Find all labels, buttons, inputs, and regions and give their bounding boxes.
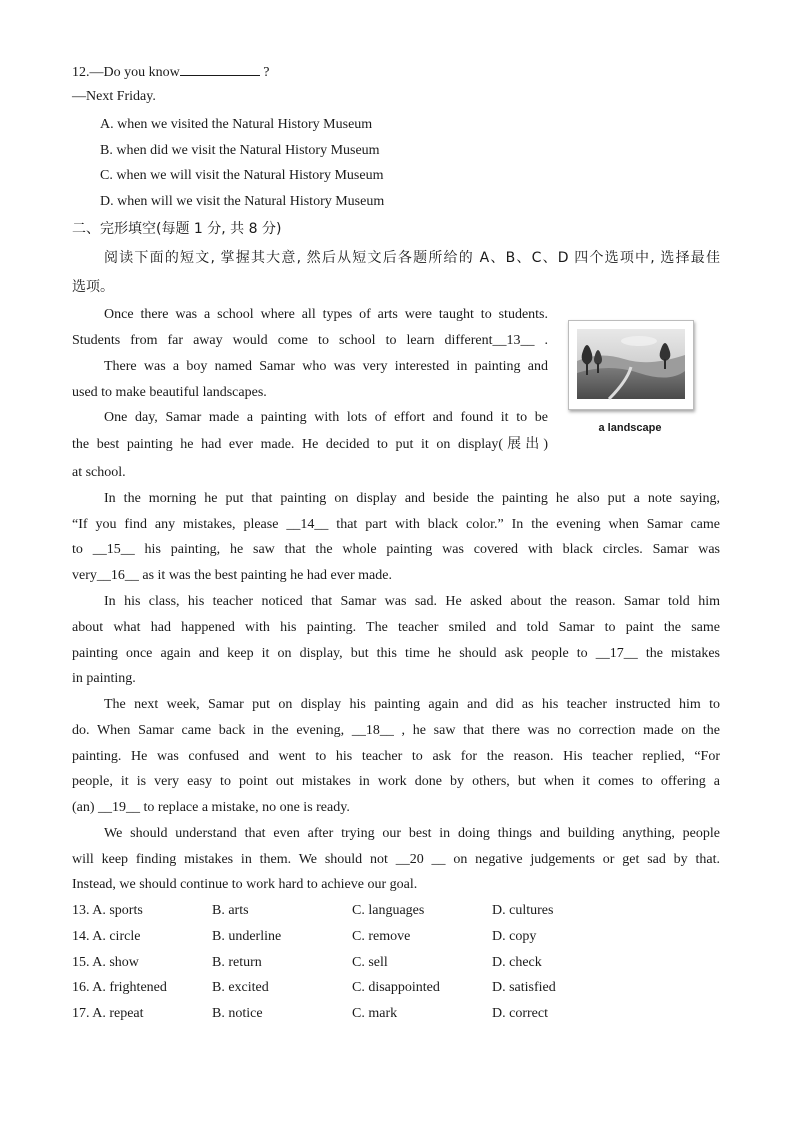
passage-p2-line1: There was a boy named Samar who was very interested in painting and bbox=[104, 359, 548, 374]
choice-16-a: 16. A. frightened bbox=[72, 980, 167, 995]
passage-p4-line3: to __15__ his painting, he saw that the whole painting was covered with black circles. Samar was bbox=[72, 542, 720, 557]
choice-13-b: B. arts bbox=[212, 903, 249, 918]
choice-13-d: D. cultures bbox=[492, 903, 554, 918]
choice-17-d: D. correct bbox=[492, 1006, 548, 1021]
choice-15-c: C. sell bbox=[352, 955, 388, 970]
choice-14-b: B. underline bbox=[212, 929, 282, 944]
choice-14-d: D. copy bbox=[492, 929, 537, 944]
choice-15-d: D. check bbox=[492, 955, 542, 970]
passage-p4-line1: In the morning he put that painting on display and beside the painting he also put a note saying, bbox=[104, 491, 720, 506]
passage-p5-line1: In his class, his teacher noticed that Samar was sad. He asked about the reason. Samar told him bbox=[104, 594, 720, 609]
passage-p3-line3: at school. bbox=[72, 465, 126, 480]
landscape-image bbox=[568, 320, 694, 410]
passage-p6-line5: (an) __19__ to replace a mistake, no one is ready. bbox=[72, 800, 350, 815]
q12-stem bbox=[72, 61, 269, 82]
choice-14-a: 14. A. circle bbox=[72, 929, 141, 944]
choice-15-a: 15. A. show bbox=[72, 955, 139, 970]
passage-p1-line2: Students from far away would come to school to learn different__13__ . bbox=[72, 333, 548, 348]
passage-p7-line2: will keep finding mistakes in them. We should not __20 __ on negative judgements or get sad by that. bbox=[72, 852, 720, 867]
landscape-painting-icon bbox=[569, 321, 693, 409]
choice-15-b: B. return bbox=[212, 955, 262, 970]
passage-p2-line2: used to make beautiful landscapes. bbox=[72, 385, 267, 400]
figure-caption: a landscape bbox=[598, 422, 662, 434]
passage-p3-line2: the best painting he had ever made. He decided to put it on display(展出) bbox=[72, 437, 548, 452]
choice-13-c: C. languages bbox=[352, 903, 425, 918]
passage-p4-line4: very__16__ as it was the best painting he had ever made. bbox=[72, 568, 392, 583]
passage-p6-line1: The next week, Samar put on display his painting again and did as his teacher instructed him to bbox=[104, 697, 720, 712]
passage-p5-line3: painting once again and keep it on display, but this time he should ask people to __17__ the mistakes bbox=[72, 646, 720, 661]
section2-heading: 二、完形填空(每题 1 分, 共 8 分) bbox=[72, 221, 282, 237]
passage-p7-line1: We should understand that even after trying our best in doing things and building anything, people bbox=[104, 826, 720, 841]
passage-p6-line4: people, it is very easy to point out mistakes in work done by others, but when it comes to offering a bbox=[72, 774, 720, 789]
section2-instruction-line1: 阅读下面的短文, 掌握其大意, 然后从短文后各题所给的 A、B、C、D 四个选项中, 选择最佳 bbox=[104, 250, 720, 266]
q12-answer: —Next Friday. bbox=[72, 89, 156, 104]
passage-p5-line2: about what had happened with his painting. The teacher smiled and told Samar to paint the same bbox=[72, 620, 720, 635]
q12-answer-blank bbox=[180, 61, 260, 76]
passage-p3-line1: One day, Samar made a painting with lots of effort and found it to be bbox=[104, 410, 548, 425]
q12-option-a: A. when we visited the Natural History Museum bbox=[100, 117, 373, 132]
choice-16-c: C. disappointed bbox=[352, 980, 440, 995]
q12-stem-end: ? bbox=[259, 65, 270, 80]
passage-p7-line3: Instead, we should continue to work hard to achieve our goal. bbox=[72, 877, 418, 892]
passage-p1-line1: Once there was a school where all types of arts were taught to students. bbox=[104, 307, 548, 322]
choice-17-c: C. mark bbox=[352, 1006, 398, 1021]
choice-17-b: B. notice bbox=[212, 1006, 263, 1021]
q12-stem-text: 12.—Do you know bbox=[72, 65, 180, 80]
passage-p5-line4: in painting. bbox=[72, 671, 136, 686]
q12-option-b: B. when did we visit the Natural History Museum bbox=[100, 143, 380, 158]
passage-p4-line2: “If you find any mistakes, please __14__ that part with black color.” In the evening when Samar came bbox=[72, 517, 720, 532]
section2-instruction-line2: 选项。 bbox=[72, 279, 114, 295]
passage-p6-line3: painting. He was confused and went to his teacher to ask for the reason. His teacher replied, “For bbox=[72, 749, 720, 764]
choice-16-d: D. satisfied bbox=[492, 980, 556, 995]
q12-option-d: D. when will we visit the Natural History Museum bbox=[100, 194, 385, 209]
choice-14-c: C. remove bbox=[352, 929, 411, 944]
choice-17-a: 17. A. repeat bbox=[72, 1006, 144, 1021]
choice-13-a: 13. A. sports bbox=[72, 903, 143, 918]
q12-option-c: C. when we will visit the Natural History Museum bbox=[100, 168, 384, 183]
passage-p6-line2: do. When Samar came back in the evening, __18__ , he saw that there was no correction made on the bbox=[72, 723, 720, 738]
choice-16-b: B. excited bbox=[212, 980, 269, 995]
